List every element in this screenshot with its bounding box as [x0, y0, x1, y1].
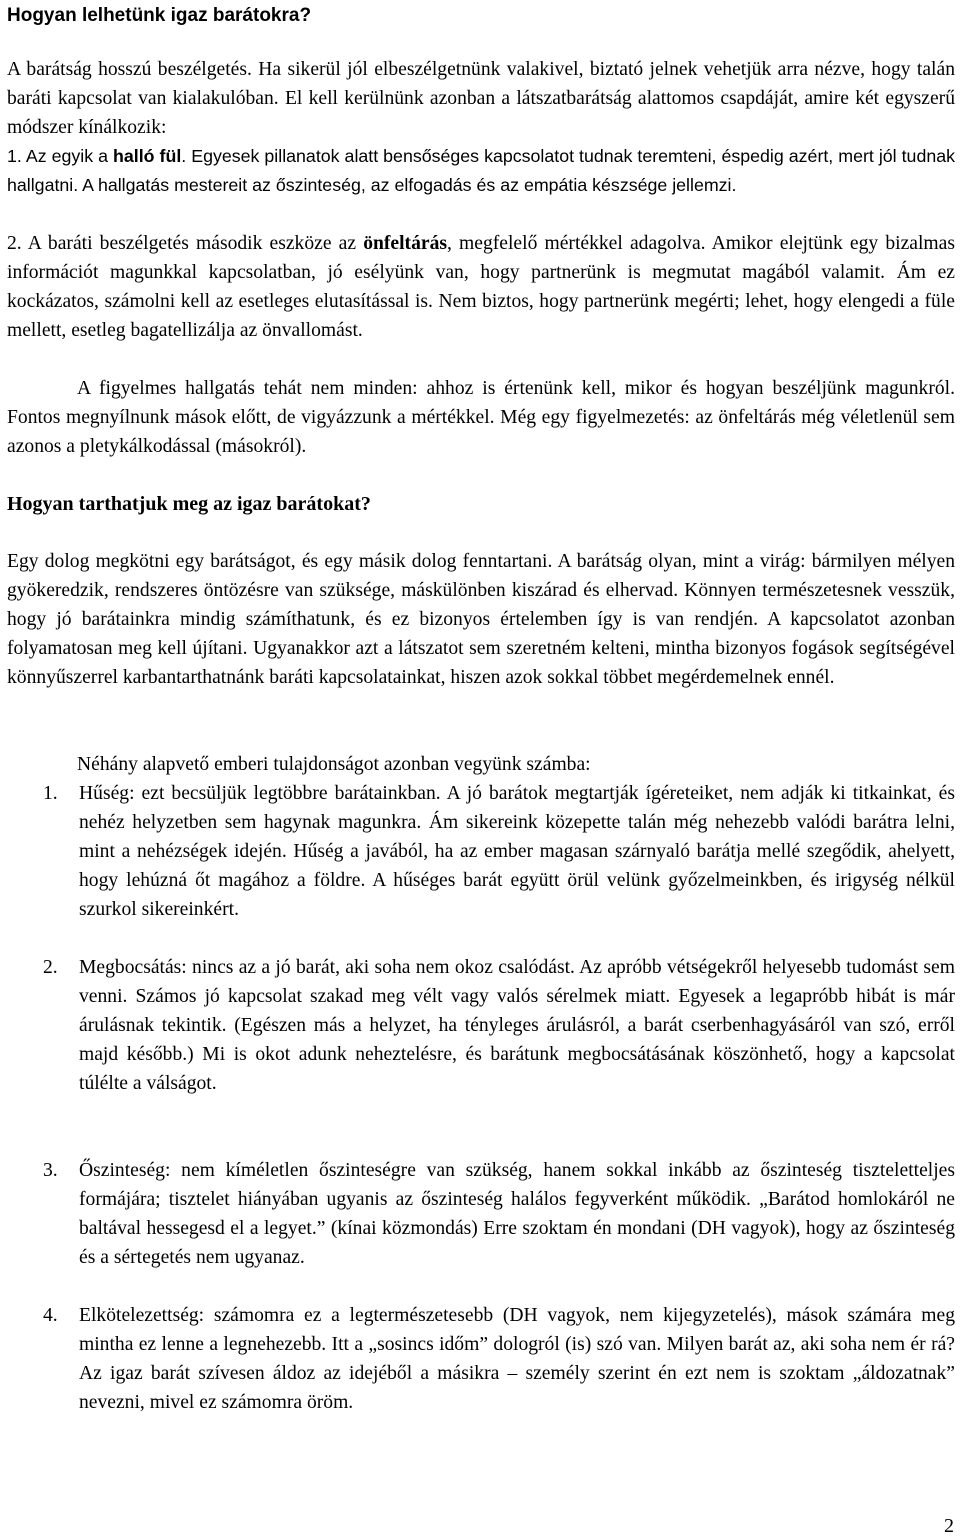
method-1-prefix: 1. Az egyik a	[7, 146, 114, 166]
method-1-bold: halló fül	[113, 146, 182, 166]
list-item-number: 3.	[43, 1160, 58, 1181]
page-title: Hogyan lelhetünk igaz barátokra?	[7, 5, 312, 26]
method-2-paragraph	[7, 229, 955, 345]
list-item	[7, 1156, 955, 1301]
method-1-text: . Egyesek pillanatok alatt bensőséges kapcsolatot tudnak teremteni, éspedig azért, mert jól tudnak hallgatni. A hallgatás mestereit az őszinteség, az elfogadás és az empátia készsége jellemzi.	[7, 146, 956, 195]
method-1-paragraph	[7, 142, 955, 200]
listening-paragraph: A figyelmes hallgatás tehát nem minden: ahhoz is értenünk kell, mikor és hogyan beszéljünk magunkról. Fontos megnyílnunk mások előtt, de vigyázzunk a mértékkel. Még egy figyelmezetés: az önfeltárás még véletlenül sem azonos a pletykálkodással (másokról).	[7, 378, 955, 457]
list-item	[7, 953, 955, 1156]
list-item-text: Elkötelezettség: számomra ez a legtermészetesebb (DH vagyok, nem kijegyzetelés), mások számára meg mintha ez lenne a legnehezebb. Itt a „sosincs időm” dologról (is) szó van. Milyen barát az, aki soha nem ér rá? Az igaz barát szívesen áldoz az idejéből a másikra – személy szerint én ezt nem is szoktam „áldozatnak” nevezni, mivel ez számomra öröm.	[79, 1305, 955, 1413]
method-2-bold: önfeltárás	[363, 233, 447, 254]
list-item-text: Őszinteség: nem kíméletlen őszinteségre van szükség, hanem sokkal inkább az őszinteség tiszteletteljes formájára; tisztelet hiányában ugyanis az őszinteség halálos fegyverként működik. „Barátod homlokáról ne baltával hessegesd el a legyet.” (kínai közmondás) Erre szoktam én mondani (DH vagyok), hogy az őszinteség és a sértegetés nem ugyanaz.	[79, 1160, 955, 1268]
intro-paragraph: A barátság hosszú beszélgetés. Ha sikerül jól elbeszélgetnünk valakivel, biztató jelnek vehetjük arra nézve, hogy talán baráti kapcsolat van kialakulóban. El kell kerülnünk azonban a látszatbarátság alattomos csapdáját, amire két egyszerű módszer kínálkozik:	[7, 59, 955, 138]
method-2-prefix: 2. A baráti beszélgetés második eszköze az	[7, 233, 364, 254]
list-item-number: 2.	[43, 957, 58, 978]
list-item-text: Megbocsátás: nincs az a jó barát, aki soha nem okoz csalódást. Az apróbb vétségekről helyesebb tudomást sem venni. Számos jó kapcsolat szakad meg vélt vagy valós sérelmek miatt. Egyesek a legapróbb hibát is már árulásnak tekintik. (Egészen más a helyzet, ha tényleges árulásról, a barát cserbenhagyásáról van szó, erről majd később.) Mi is okot adunk neheztelésre, és barátunk megbocsátásának köszönhető, hogy a kapcsolat túlélte a válságot.	[79, 957, 955, 1094]
list-item	[7, 779, 955, 953]
list-item	[7, 1301, 955, 1446]
traits-intro-paragraph: Néhány alapvető emberi tulajdonságot azonban vegyünk számba:	[77, 754, 591, 775]
list-item-number: 1.	[43, 783, 58, 804]
page-number: 2	[944, 1515, 954, 1537]
section-heading-keep-friends: Hogyan tarthatjuk meg az igaz barátokat?	[7, 493, 371, 515]
list-item-text: Hűség: ezt becsüljük legtöbbre barátainkban. A jó barátok megtartják ígéreteiket, nem adják ki titkainkat, és nehéz helyzetben sem hagynak magunkra. Ám sikereink közepette talán még nehezebb valódi barátra lelni, mint a nehézségek idején. Hűség a javából, ha az ember magasan szárnyaló barátja mellé szegődik, ahelyett, hogy lehúzná őt magához a földre. A hűséges barát együtt örül velünk győzelmeinkben, és irigység nélkül szurkol sikereinkért.	[79, 783, 955, 920]
list-item-number: 4.	[43, 1305, 58, 1326]
keep-friends-paragraph: Egy dolog megkötni egy barátságot, és egy másik dolog fenntartani. A barátság olyan, mint a virág: bármilyen mélyen gyökeredzik, rendszeres öntözésre van szüksége, máskülönben kiszárad és elhervad. Könnyen természetesnek vesszük, hogy jó barátainkra mindig számíthatunk, és ez bizonyos értelemben így is van rendjén. A kapcsolatot azonban folyamatosan meg kell újítani. Ugyanakkor azt a látszatot sem szeretném kelteni, mintha bizonyos fogások segítségével könnyűszerrel karbantarthatnánk baráti kapcsolatainkat, hiszen azok sokkal többet megérdemelnek ennél.	[7, 551, 955, 688]
traits-list	[7, 779, 955, 1446]
method-2-text: , megfelelő mértékkel adagolva. Amikor elejtünk egy bizalmas információt magunkkal kapcsolatban, jó esélyünk van, hogy partnerünk is megmutat magából valamit. Ám ez kockázatos, számolni kell az esetleges elutasítással is. Nem biztos, hogy partnerünk megérti; lehet, hogy elengedi a füle mellett, esetleg bagatellizálja az önvallomást.	[7, 233, 955, 341]
